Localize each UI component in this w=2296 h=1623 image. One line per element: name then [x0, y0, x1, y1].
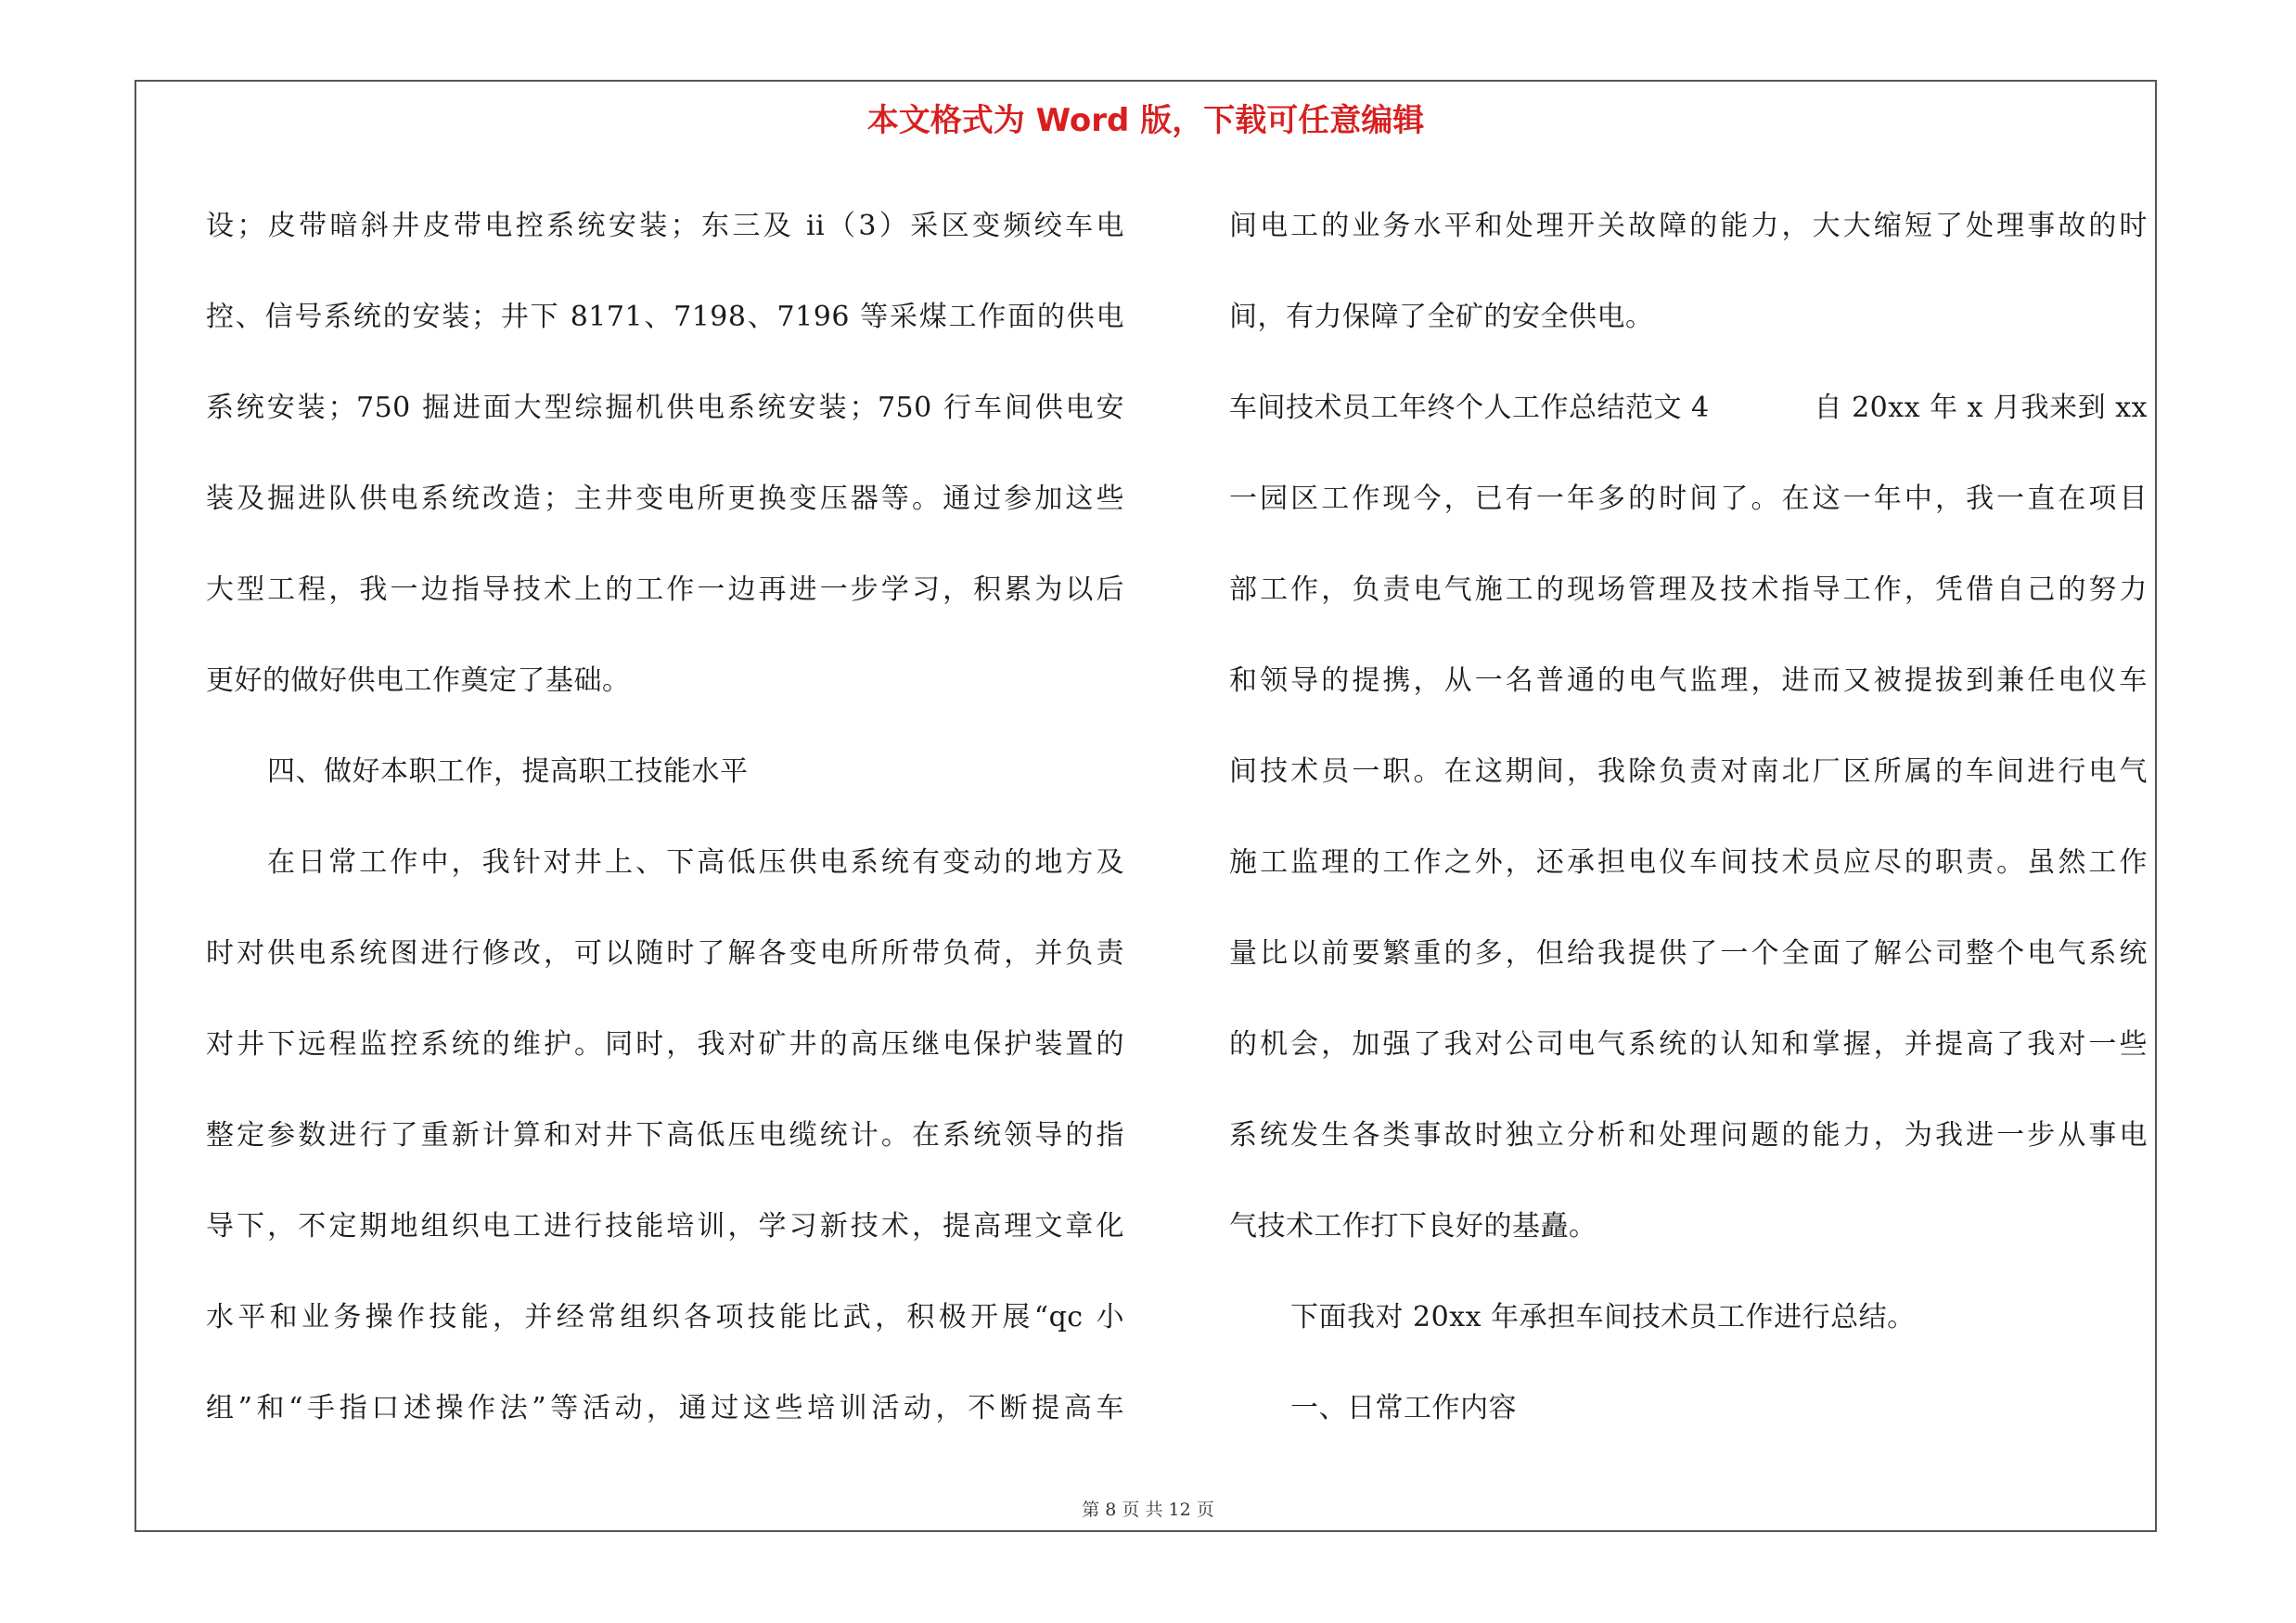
paragraph-line: 水平和业务操作技能，并经常组织各项技能比武，积极开展“qc 小 [206, 1301, 1124, 1333]
paragraph-line: 部工作，负责电气施工的现场管理及技术指导工作，凭借自己的努力 [1229, 573, 2148, 606]
paragraph-line: 在日常工作中，我针对井上、下高低压供电系统有变动的地方及 [267, 846, 1124, 879]
header-banner: 本文格式为 Word 版，下载可任意编辑 [866, 102, 1425, 139]
paragraph-line: 系统安装；750 掘进面大型综掘机供电系统安装；750 行车间供电安 [206, 392, 1124, 424]
paragraph-line: 系统发生各类事故时独立分析和处理问题的能力，为我进一步从事电 [1229, 1119, 2148, 1152]
paragraph-line: 下面我对 20xx 年承担车间技术员工作进行总结。 [1290, 1301, 1916, 1333]
article-title-line [1229, 363, 2148, 454]
paragraph-line: 控、信号系统的安装；井下 8171、7198、7196 等采煤工作面的供电 [206, 301, 1124, 333]
paragraph-line: 间，有力保障了全矿的安全供电。 [1229, 301, 1654, 333]
article-opening: 自 20xx 年 x 月我来到 xx [1814, 392, 2148, 424]
left-column [206, 181, 1124, 1454]
paragraph-line: 设；皮带暗斜井皮带电控系统安装；东三及 ii（3）采区变频绞车电 [206, 210, 1124, 242]
section-heading: 一、日常工作内容 [1290, 1392, 1517, 1424]
section-heading: 四、做好本职工作，提高职工技能水平 [267, 755, 749, 788]
paragraph-line: 大型工程，我一边指导技术上的工作一边再进一步学习，积累为以后 [206, 573, 1124, 606]
paragraph-line: 一园区工作现今，已有一年多的时间了。在这一年中，我一直在项目 [1229, 483, 2148, 515]
paragraph-line: 施工监理的工作之外，还承担电仪车间技术员应尽的职责。虽然工作 [1229, 846, 2148, 879]
paragraph-line: 时对供电系统图进行修改，可以随时了解各变电所所带负荷，并负责 [206, 937, 1124, 970]
paragraph-line: 导下，不定期地组织电工进行技能培训，学习新技术，提高理文章化 [206, 1210, 1124, 1243]
paragraph-line: 气技术工作打下良好的基矗。 [1229, 1210, 1597, 1243]
paragraph-line: 间技术员一职。在这期间，我除负责对南北厂区所属的车间进行电气 [1229, 755, 2148, 788]
paragraph-line: 装及掘进队供电系统改造；主井变电所更换变压器等。通过参加这些 [206, 483, 1124, 515]
paragraph-line: 组”和“手指口述操作法”等活动，通过这些培训活动，不断提高车 [206, 1392, 1124, 1424]
paragraph-line: 量比以前要繁重的多，但给我提供了一个全面了解公司整个电气系统 [1229, 937, 2148, 970]
paragraph-line: 间电工的业务水平和处理开关故障的能力，大大缩短了处理事故的时 [1229, 210, 2148, 242]
article-title: 车间技术员工年终个人工作总结范文 4 [1229, 392, 1710, 424]
page-number-label: 第 8 页 共 12 页 [1082, 1500, 1214, 1520]
page-footer [0, 1496, 2296, 1521]
paragraph-line: 对井下远程监控系统的维护。同时，我对矿井的高压继电保护装置的 [206, 1028, 1124, 1061]
right-column [1229, 181, 2148, 1454]
paragraph-line: 整定参数进行了重新计算和对井下高低压电缆统计。在系统领导的指 [206, 1119, 1124, 1152]
paragraph-line: 的机会，加强了我对公司电气系统的认知和掌握，并提高了我对一些 [1229, 1028, 2148, 1061]
paragraph-line: 更好的做好供电工作奠定了基础。 [206, 664, 631, 697]
paragraph-line: 和领导的提携，从一名普通的电气监理，进而又被提拔到兼任电仪车 [1229, 664, 2148, 697]
